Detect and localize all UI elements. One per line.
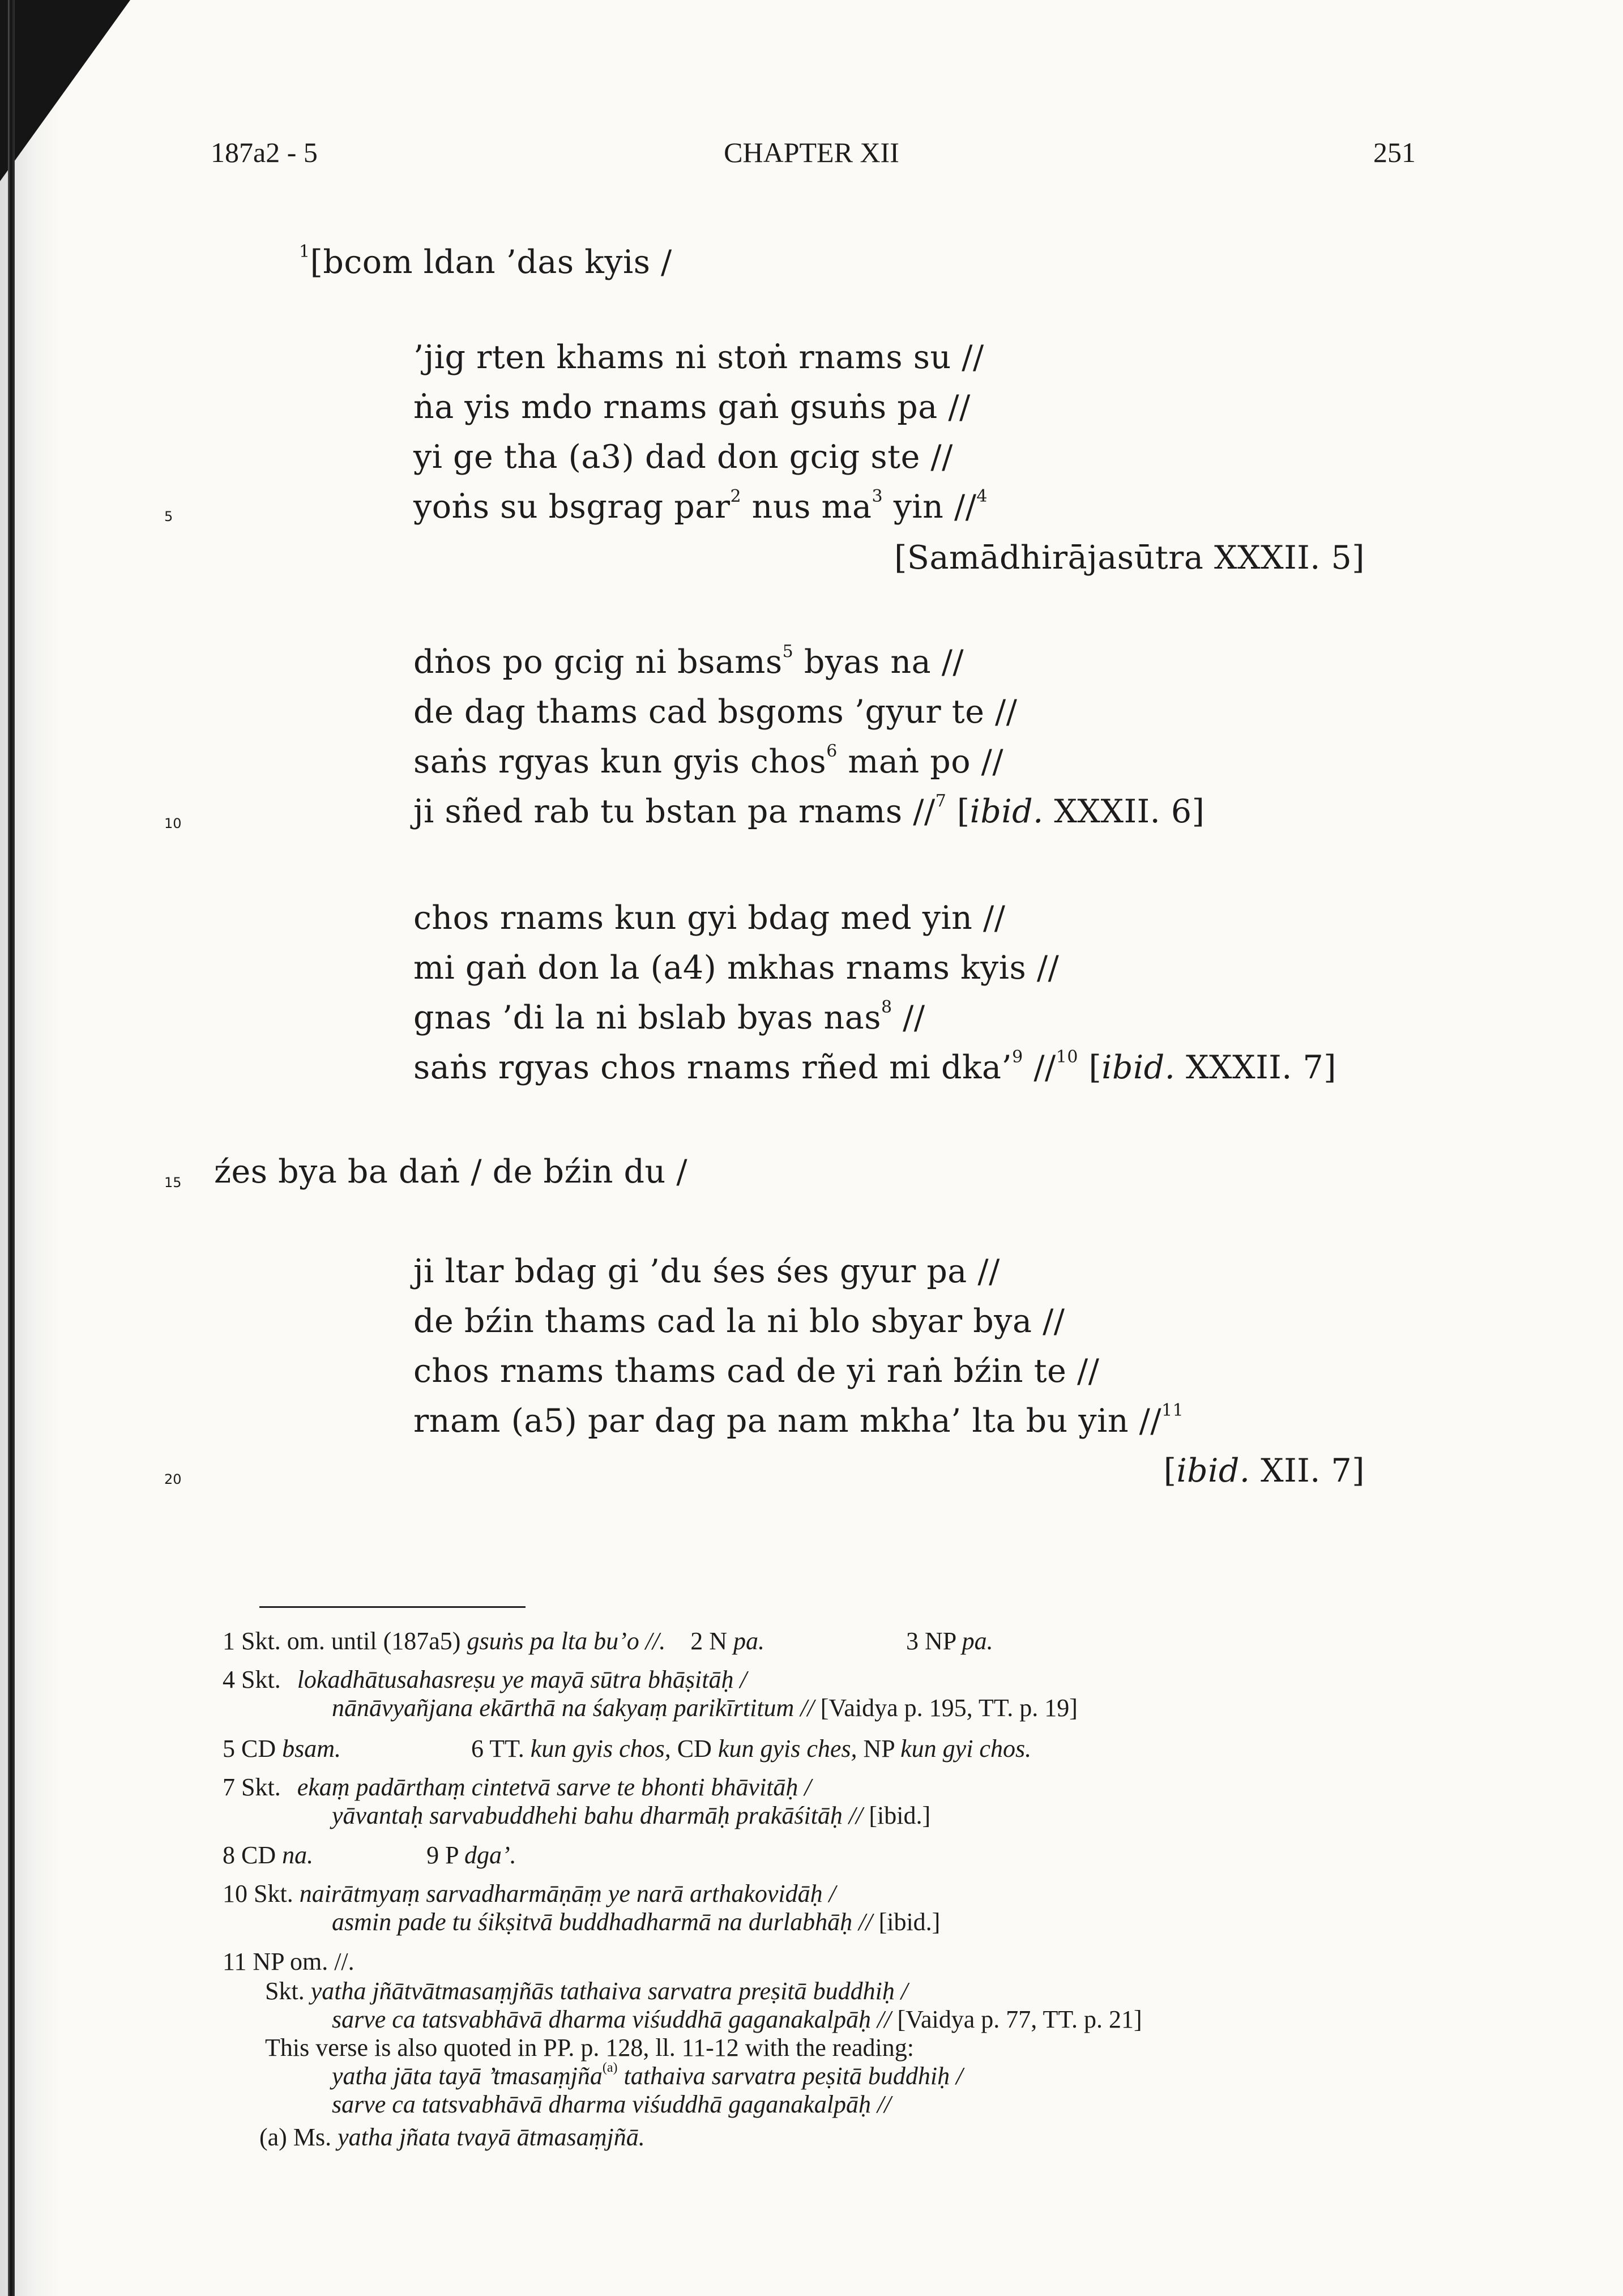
verse-2-line-3: saṅs rgyas kun gyis chos$^6$ maṅ po // — [413, 741, 1004, 780]
line-number: 5 — [164, 509, 173, 524]
verse-4-line-2: de bźin thams cad la ni blo sbyar bya // — [413, 1303, 1065, 1340]
verse-2-line-1: dṅos po gcig ni bsams$^5$ byas na // — [413, 642, 964, 681]
verse-4-line-1: ji ltar bdag gi ’du śes śes gyur pa // — [413, 1253, 1000, 1290]
footnote-4: 4 Skt. lokadhātusahasreṣu ye mayā sūtra bhāṣitāḥ / — [223, 1666, 747, 1693]
verse-4-line-4: rnam (a5) par dag pa nam mkha’ lta bu yin //$^{11}$ — [413, 1401, 1184, 1440]
footnote-11-reading-1: yatha jāta tayā ’tmasaṃjña$^{(a)}$ tathaiva sarvatra peṣitā buddhiḥ / — [332, 2060, 963, 2090]
verse-1-line-1: ’jig rten khams ni stoṅ rnams su // — [413, 339, 984, 376]
verse-3-line-4: saṅs rgyas chos rnams rñed mi dka’$^9$ //$^{10}$ [ibid. XXXII. 7] — [413, 1047, 1336, 1086]
line-number: 10 — [164, 816, 182, 831]
verse-4-reference: [ibid. XII. 7] — [1163, 1452, 1365, 1490]
footnote-11-skt: Skt. yatha jñātvātmasaṃjñās tathaiva sarvatra preṣitā buddhiḥ / — [265, 1977, 908, 2005]
header-page-number: 251 — [1373, 136, 1416, 168]
verse-1-line-2: ṅa yis mdo rnams gaṅ gsuṅs pa // — [413, 389, 971, 426]
footnote-10: 10 Skt. nairātmyaṃ sarvadharmāṇāṃ ye narā arthakovidāḥ / — [223, 1880, 836, 1907]
verse-1-line-4: yoṅs su bsgrag par$^2$ nus $ma^3$ yin //$^4$ — [413, 486, 988, 526]
footnote-11-skt-line-2: sarve ca tatsvabhāvā dharma viśuddhā gaganakalpāḥ // [Vaidya p. 77, TT. p. 21] — [332, 2005, 1142, 2033]
verse-3-line-2: mi gaṅ don la (a4) mkhas rnams kyis // — [413, 949, 1060, 987]
footnote-7: 7 Skt. ekaṃ padārthaṃ cintetvā sarve te bhonti bhāvitāḥ / — [223, 1773, 812, 1801]
verse-4-line-3: chos rnams thams cad de yi raṅ bźin te // — [413, 1352, 1100, 1390]
verse-2-line-4: ji sñed rab tu bstan pa rnams //$^7$ [ibid. XXXII. 6] — [413, 791, 1205, 830]
prose-line: źes bya ba daṅ / de bźin du / — [214, 1153, 688, 1190]
line-number: 15 — [164, 1175, 182, 1190]
footnote-10-line-2: asmin pade tu śikṣitvā buddhadharmā na durlabhāḥ // [ibid.] — [332, 1908, 941, 1936]
verse-2-line-2: de dag thams cad bsgoms ’gyur te // — [413, 693, 1018, 731]
verse-1-reference: [Samādhirājasūtra XXXII. 5] — [894, 539, 1365, 577]
header-chapter-title: CHAPTER XII — [724, 136, 899, 168]
footnote-7-line-2: yāvantaḥ sarvabuddhehi bahu dharmāḥ prakāśitāḥ // [ibid.] — [332, 1802, 931, 1829]
intro-line: $^1$[bcom ldan ’das kyis / — [299, 242, 672, 281]
footnote-4-line-2: nānāvyañjana ekārthā na śakyaṃ parikīrtitum // [Vaidya p. 195, TT. p. 19] — [332, 1694, 1078, 1722]
footnote-11-note: This verse is also quoted in PP. p. 128, ll. 11-12 with the reading: — [265, 2034, 914, 2062]
footnote-ref: 1 — [299, 242, 310, 262]
footnote-8-9: 8 CD na. 9 P dga’. — [223, 1841, 516, 1869]
verse-3-line-3: gnas ’di la ni bslab byas nas$^8$ // — [413, 997, 925, 1036]
line-number: 20 — [164, 1471, 182, 1487]
footnote-1-2-3: 1 Skt. om. until (187a5) gsuṅs pa lta bu’o //. 2 N pa. 3 NP pa. — [223, 1627, 993, 1655]
header-folio-range: 187a2 - 5 — [211, 136, 318, 168]
verse-3-line-1: chos rnams kun gyi bdag med yin // — [413, 899, 1006, 937]
binding-edge — [8, 0, 15, 2296]
footnote-rule — [259, 1606, 526, 1608]
footnote-5-6: 5 CD bsam. 6 TT. kun gyis chos, CD kun gyis ches, NP kun gyi chos. — [223, 1735, 1032, 1762]
verse-1-line-3: yi ge tha (a3) dad don gcig ste // — [413, 438, 953, 476]
footnote-11: 11 NP om. //. — [223, 1948, 355, 1975]
footnote-11-reading-2: sarve ca tatsvabhāvā dharma viśuddhā gaganakalpāḥ // — [332, 2090, 891, 2118]
footnote-a: (a) Ms. yatha jñata tvayā ātmasaṃjñā. — [259, 2123, 645, 2151]
